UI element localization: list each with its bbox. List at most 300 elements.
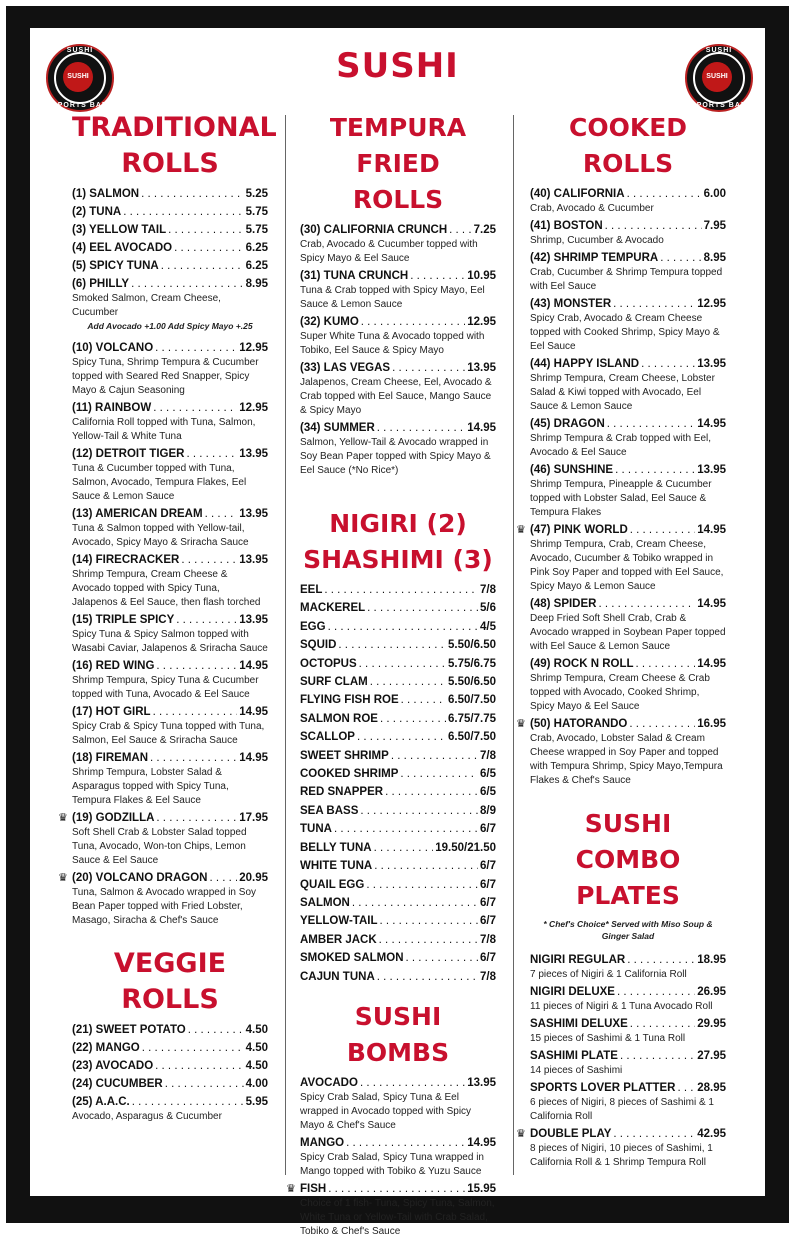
dot-leader (367, 600, 478, 616)
section-title: NIGIRI (2) (329, 509, 467, 538)
menu-item (530, 462, 726, 520)
logo-bottom-text: SPORTS BAR (52, 102, 108, 109)
item-name: (12) DETROIT TIGER (72, 448, 185, 460)
item-price: 13.95 (697, 358, 726, 370)
menu-item (72, 340, 268, 398)
menu-list (516, 186, 726, 788)
menu-item (530, 186, 726, 216)
menu-item (72, 750, 268, 808)
menu-item (300, 619, 496, 635)
item-price: 6.75/7.75 (448, 712, 496, 725)
item-name: (2) TUNA (72, 206, 122, 218)
item-description: Avocado, Asparagus & Cucumber (72, 1111, 222, 1122)
menu-item (300, 674, 496, 690)
menu-item (300, 314, 496, 358)
item-price: 4.50 (245, 1042, 268, 1054)
dot-leader (627, 186, 702, 202)
dot-leader (374, 840, 434, 856)
column-divider (285, 115, 286, 1175)
menu-item (72, 446, 268, 504)
item-price: 18.95 (697, 954, 726, 966)
item-name: AMBER JACK (300, 933, 377, 946)
dot-leader (677, 1080, 695, 1096)
menu-item (300, 877, 496, 893)
item-description: Tuna & Cucumber topped with Tuna, Salmon, Avocado, Tempura Flakes, Eel Sauce & Lemon Sauce (72, 463, 247, 502)
dot-leader (607, 416, 695, 432)
item-description: California Roll topped with Tuna, Salmon, Yellow-Tail & White Tuna (72, 417, 256, 442)
item-price: 14.95 (239, 660, 268, 672)
menu-item (300, 1075, 496, 1133)
menu-item (72, 258, 268, 274)
item-name: WHITE TUNA (300, 860, 373, 873)
dot-leader (615, 462, 695, 478)
dot-leader (346, 1135, 465, 1151)
dot-leader (155, 1058, 243, 1074)
item-price: 6/5 (480, 768, 496, 781)
menu-item (300, 821, 496, 837)
item-price: 14.95 (239, 752, 268, 764)
item-name: RED SNAPPER (300, 786, 384, 799)
item-price: 17.95 (239, 812, 268, 824)
item-price: 13.95 (239, 554, 268, 566)
dot-leader (370, 674, 446, 690)
dot-leader (142, 1040, 244, 1056)
column-middle (286, 110, 496, 1239)
dot-leader (613, 1126, 695, 1142)
item-description: Shrimp Tempura, Pineapple & Cucumber topped with Lobster Salad, Eel Sauce & Tempura Flakes (530, 479, 712, 518)
menu-item (300, 222, 496, 266)
menu-item (300, 803, 496, 819)
item-name: SEA BASS (300, 804, 359, 817)
menu-item (300, 360, 496, 418)
dot-leader (155, 340, 237, 356)
menu-item (300, 913, 496, 929)
item-description: Crab, Avocado & Cucumber (530, 203, 654, 214)
dot-leader (377, 969, 478, 985)
menu-item (72, 240, 268, 256)
item-price: 10.95 (467, 270, 496, 282)
menu-item (300, 420, 496, 478)
item-name: (30) CALIFORNIA CRUNCH (300, 224, 448, 236)
item-price: 6.50/7.50 (448, 731, 496, 744)
menu-item (72, 222, 268, 238)
item-price: 20.95 (239, 872, 268, 884)
item-name: (16) RED WING (72, 660, 155, 672)
menu-item (530, 1016, 726, 1046)
item-price: 8/9 (480, 804, 496, 817)
menu-item (72, 506, 268, 550)
item-name: (13) AMERICAN DREAM (72, 508, 203, 520)
section-title: TRADITIONAL (72, 112, 277, 143)
dot-leader (366, 877, 478, 893)
item-description: Spicy Crab Salad, Spicy Tuna & Eel wrapped in Avocado topped with Spicy Mayo & Chef's Sauce (300, 1091, 472, 1131)
item-description: Soft Shell Crab & Lobster Salad topped Tuna, Avocado, Won-ton Chips, Lemon Sauce & Eel Sauce (72, 827, 247, 866)
item-name: (25) A.A.C. (72, 1096, 130, 1108)
item-name: (49) ROCK N ROLL (530, 658, 634, 670)
menu-item (72, 204, 268, 220)
menu-list (300, 222, 496, 478)
item-price: 6/7 (480, 952, 496, 965)
item-name: SALMON (300, 896, 350, 909)
dot-leader (132, 1094, 244, 1110)
item-description: Deep Fried Soft Shell Crab, Crab & Avocado wrapped in Soybean Paper topped with Eel Sauce & Lemon Sauce (530, 613, 726, 652)
item-price: 12.95 (467, 316, 496, 328)
dot-leader (360, 1075, 465, 1091)
dot-leader (605, 218, 702, 234)
section-title: TEMPURA FRIED (329, 113, 467, 178)
item-description: Salmon, Yellow-Tail & Avocado wrapped in Soy Bean Paper topped with Spicy Mayo & Eel Sauce (*No Rice*) (300, 437, 491, 476)
menu-item (530, 984, 726, 1014)
crown-icon: ♛ (58, 872, 68, 884)
menu-item (72, 704, 268, 748)
dot-leader (379, 932, 478, 948)
item-price: 13.95 (239, 508, 268, 520)
item-description: Shrimp, Cucumber & Avocado (530, 235, 664, 246)
item-name: EEL (300, 584, 323, 596)
menu-item (58, 810, 268, 868)
item-name: FLYING FISH ROE (300, 694, 399, 707)
dot-leader (360, 803, 478, 819)
dot-leader (641, 356, 695, 372)
menu-item (72, 400, 268, 444)
dot-leader (328, 1181, 465, 1197)
dot-leader (131, 276, 244, 292)
menu-item (72, 276, 268, 320)
item-price: 6/7 (480, 915, 496, 928)
menu-item (72, 552, 268, 610)
item-description: Shrimp Tempura, Lobster Salad & Asparagus topped with Spicy Tuna, Tempura Flakes & Eel Sauce (72, 767, 229, 806)
menu-item (516, 716, 726, 788)
item-name: (20) VOLCANO DRAGON (72, 872, 208, 884)
item-name: SURF CLAM (300, 676, 368, 689)
item-price: 5.25 (245, 188, 268, 200)
item-price: 6/7 (480, 878, 496, 891)
crown-icon: ♛ (516, 1128, 526, 1140)
item-description: Spicy Crab, Avocado & Cream Cheese topped with Cooked Shrimp, Spicy Mayo & Eel Sauce (530, 313, 720, 352)
item-description: 7 pieces of Nigiri & 1 California Roll (530, 969, 687, 980)
dot-leader (410, 268, 465, 284)
menu-item (300, 969, 496, 985)
item-description: Crab, Avocado, Lobster Salad & Cream Cheese wrapped in Soy Paper and topped with Tempura Shrimp, Spicy Mayo,Tempura Flakes & Chef's Sauce (530, 733, 723, 786)
item-name: (14) FIRECRACKER (72, 554, 180, 566)
dot-leader (361, 314, 465, 330)
item-price: 6.25 (245, 260, 268, 272)
item-description: Shrimp Tempura, Cream Cheese & Avocado topped with Spicy Tuna, Jalapenos & Eel Sauce, then flash torched (72, 569, 261, 608)
dot-leader (123, 204, 243, 220)
dot-leader (617, 984, 695, 1000)
item-description: Shrimp Tempura, Cream Cheese, Lobster Salad & Kiwi topped with Avocado, Eel Sauce & Lemon Sauce (530, 373, 715, 412)
item-description: 11 pieces of Nigiri & 1 Tuna Avocado Roll (530, 1001, 713, 1012)
menu-item (300, 784, 496, 800)
dot-leader (630, 1016, 695, 1032)
item-name: (47) PINK WORLD (530, 524, 628, 536)
item-price: 14.95 (697, 418, 726, 430)
dot-leader (324, 582, 478, 598)
menu-item (530, 296, 726, 354)
menu-item (530, 596, 726, 654)
item-name: COOKED SHRIMP (300, 768, 399, 781)
item-name: (18) FIREMAN (72, 752, 149, 764)
item-description: 8 pieces of Nigiri, 10 pieces of Sashimi, 1 California Roll & 1 Shrimp Tempura Roll (530, 1143, 713, 1168)
dot-leader (141, 186, 244, 202)
item-name: YELLOW-TAIL (300, 915, 378, 928)
dot-leader (380, 711, 446, 727)
item-price: 4.50 (245, 1060, 268, 1072)
item-description: Tuna & Crab topped with Spicy Mayo, Eel Sauce & Lemon Sauce (300, 285, 485, 310)
item-name: (40) CALIFORNIA (530, 188, 625, 200)
item-description: Tuna, Salmon & Avocado wrapped in Soy Bean Paper topped with Fried Lobster, Masago, Siracha & Chef's Sauce (72, 887, 257, 926)
item-price: 14.95 (467, 1136, 496, 1149)
item-name: TUNA (300, 823, 332, 836)
section-title: VEGGIE ROLLS (113, 948, 227, 1015)
section-title: SHASHIMI (3) (303, 545, 493, 574)
item-name: (32) KUMO (300, 316, 359, 328)
menu-item (72, 1058, 268, 1074)
item-price: 29.95 (697, 1018, 726, 1030)
dot-leader (153, 400, 237, 416)
item-price: 7/8 (480, 749, 496, 762)
dot-leader (392, 360, 465, 376)
item-description: Choice of 1 fish- Tuna, Spicy Tuna, Salmon, White Tuna or Yellow-Tail with Crab Salad, Tobiko & Chef's Sauce (300, 1197, 495, 1237)
item-price: 19.50/21.50 (435, 841, 496, 854)
dot-leader (385, 784, 478, 800)
item-price: 5.50/6.50 (448, 676, 496, 689)
dot-leader (205, 506, 238, 522)
dot-leader (660, 250, 701, 266)
item-name: SASHIMI DELUXE (530, 1018, 628, 1030)
item-name: (33) LAS VEGAS (300, 362, 391, 374)
item-name: NIGIRI REGULAR (530, 954, 626, 966)
item-price: 8.95 (245, 278, 268, 290)
item-name: (1) SALMON (72, 188, 140, 200)
menu-item (530, 952, 726, 982)
column-left (58, 110, 277, 1124)
item-name: (50) HATORANDO (530, 718, 628, 730)
menu-item (300, 637, 496, 653)
item-name: SQUID (300, 639, 337, 652)
item-name: MACKEREL (300, 602, 366, 615)
logo-bottom-text: SPORTS BAR (691, 102, 747, 109)
item-name: (23) AVOCADO (72, 1060, 154, 1072)
item-price: 13.95 (467, 1076, 496, 1089)
item-name: (4) EEL AVOCADO (72, 242, 173, 254)
logo-top-text: SUSHI (705, 47, 733, 54)
dot-leader (168, 222, 243, 238)
item-description: Shrimp Tempura & Crab topped with Eel, Avocado & Eel Sauce (530, 433, 712, 458)
item-name: EGG (300, 620, 326, 633)
menu-item (72, 1022, 268, 1038)
dot-leader (153, 704, 238, 720)
dot-leader (357, 729, 446, 745)
menu-item (300, 600, 496, 616)
item-name: SMOKED SALMON (300, 952, 404, 965)
item-price: 6/7 (480, 860, 496, 873)
item-price: 7.95 (703, 220, 726, 232)
menu-item (516, 522, 726, 594)
item-price: 42.95 (697, 1128, 726, 1140)
menu-item (300, 1135, 496, 1179)
menu-item (530, 218, 726, 248)
logo-center: SUSHI (63, 62, 93, 92)
dot-leader (401, 692, 446, 708)
dot-leader (598, 596, 695, 612)
crown-icon: ♛ (516, 718, 526, 730)
item-price: 13.95 (239, 614, 268, 626)
dot-leader (630, 522, 695, 538)
item-price: 14.95 (697, 598, 726, 610)
dot-leader (380, 913, 479, 929)
dot-leader (209, 870, 237, 886)
item-price: 7/8 (480, 933, 496, 946)
item-name: SWEET SHRIMP (300, 749, 389, 762)
dot-leader (174, 240, 244, 256)
item-name: (6) PHILLY (72, 278, 130, 290)
item-description: Tuna & Salmon topped with Yellow-tail, Avocado, Spicy Mayo & Sriracha Sauce (72, 523, 249, 548)
item-price: 13.95 (467, 362, 496, 374)
dot-leader (613, 296, 695, 312)
menu-item (300, 858, 496, 874)
item-name: (41) BOSTON (530, 220, 603, 232)
item-price: 15.95 (467, 1182, 496, 1195)
item-name: (44) HAPPY ISLAND (530, 358, 640, 370)
dot-leader (391, 748, 478, 764)
item-name: (10) VOLCANO (72, 342, 154, 354)
item-name: AVOCADO (300, 1076, 358, 1089)
item-description: Shrimp Tempura, Cream Cheese & Crab topped with Avocado, Cooked Shrimp, Spicy Mayo & Eel Sauce (530, 673, 710, 712)
menu-item (300, 268, 496, 312)
item-price: 6/7 (480, 896, 496, 909)
item-price: 7/8 (480, 970, 496, 983)
menu-item (72, 186, 268, 202)
item-price: 14.95 (239, 706, 268, 718)
item-name: (19) GODZILLA (72, 812, 155, 824)
menu-item (300, 692, 496, 708)
column-divider (513, 115, 514, 1175)
dot-leader (359, 656, 446, 672)
item-name: (11) RAINBOW (72, 402, 152, 414)
item-description: 15 pieces of Sashimi & 1 Tuna Roll (530, 1033, 686, 1044)
dot-leader (377, 420, 465, 436)
dot-leader (328, 619, 478, 635)
dot-leader (161, 258, 244, 274)
dot-leader (449, 222, 471, 238)
item-name: (48) SPIDER (530, 598, 597, 610)
item-price: 5.75/6.75 (448, 657, 496, 670)
item-name: (34) SUMMER (300, 422, 375, 434)
item-name: (22) MANGO (72, 1042, 140, 1054)
item-name: BELLY TUNA (300, 841, 372, 854)
dot-leader (150, 750, 237, 766)
item-price: 14.95 (697, 658, 726, 670)
item-name: (43) MONSTER (530, 298, 612, 310)
dot-leader (181, 552, 237, 568)
menu-item (72, 1076, 268, 1092)
item-name: (46) SUNSHINE (530, 464, 614, 476)
item-name: SPORTS LOVER PLATTER (530, 1082, 676, 1094)
item-price: 7/8 (480, 584, 496, 596)
crown-icon: ♛ (516, 524, 526, 536)
item-price: 6.25 (245, 242, 268, 254)
item-name: OCTOPUS (300, 657, 357, 670)
item-price: 5.50/6.50 (448, 639, 496, 652)
item-price: 4.50 (245, 1024, 268, 1036)
item-description: Spicy Crab Salad, Spicy Tuna wrapped in Mango topped with Tobiko & Yuzu Sauce (300, 1151, 484, 1177)
dot-leader (156, 810, 237, 826)
item-price: 13.95 (697, 464, 726, 476)
dot-leader (636, 656, 696, 672)
menu-item (72, 1040, 268, 1056)
menu-list (72, 186, 268, 320)
dot-leader (186, 446, 237, 462)
dot-leader (406, 950, 479, 966)
addon-note: Add Avocado +1.00 Add Spicy Mayo +.25 (87, 321, 253, 331)
menu-item (530, 1080, 726, 1124)
menu-item (300, 932, 496, 948)
item-price: 26.95 (697, 986, 726, 998)
column-right (516, 110, 726, 1170)
item-price: 6.50/7.50 (448, 694, 496, 707)
item-price: 14.95 (467, 422, 496, 434)
section-title: ROLLS (352, 185, 444, 214)
item-name: DOUBLE PLAY (530, 1128, 612, 1140)
item-description: Spicy Tuna, Shrimp Tempura & Cucumber topped with Seared Red Snapper, Spicy Mayo & Cajun Seasoning (72, 357, 259, 396)
item-price: 8.95 (703, 252, 726, 264)
item-description: 14 pieces of Sashimi (530, 1065, 623, 1076)
menu-item (530, 656, 726, 714)
item-name: FISH (300, 1182, 327, 1195)
menu-item (300, 748, 496, 764)
item-price: 28.95 (697, 1082, 726, 1094)
item-price: 6/5 (480, 786, 496, 799)
item-price: 16.95 (697, 718, 726, 730)
menu-item (300, 766, 496, 782)
item-name: (21) SWEET POTATO (72, 1024, 186, 1036)
item-price: 12.95 (697, 298, 726, 310)
menu-item (72, 658, 268, 702)
menu-item (58, 870, 268, 928)
menu-item (530, 1048, 726, 1078)
item-price: 12.95 (239, 402, 268, 414)
menu-item (300, 729, 496, 745)
menu-item (530, 416, 726, 460)
section-title: ROLLS (121, 148, 219, 179)
section-title: SUSHI COMBO (575, 809, 681, 874)
item-price: 6/7 (480, 823, 496, 836)
crown-icon: ♛ (58, 812, 68, 824)
item-price: 14.95 (697, 524, 726, 536)
menu-item (300, 656, 496, 672)
logo-center: SUSHI (702, 62, 732, 92)
item-name: QUAIL EGG (300, 878, 365, 891)
item-price: 4.00 (245, 1078, 268, 1090)
dot-leader (620, 1048, 695, 1064)
item-name: (3) YELLOW TAIL (72, 224, 167, 236)
page-title: SUSHI (336, 46, 459, 86)
item-name: (24) CUCUMBER (72, 1078, 163, 1090)
dot-leader (338, 637, 446, 653)
item-name: (42) SHRIMP TEMPURA (530, 252, 659, 264)
dot-leader (176, 612, 237, 628)
item-name: (5) SPICY TUNA (72, 260, 159, 272)
item-name: (15) TRIPLE SPICY (72, 614, 175, 626)
dot-leader (374, 858, 478, 874)
dot-leader (334, 821, 478, 837)
item-price: 5.75 (245, 224, 268, 236)
dot-leader (352, 895, 478, 911)
menu-item (300, 895, 496, 911)
menu-item (286, 1181, 496, 1239)
item-description: 6 pieces of Nigiri, 8 pieces of Sashimi & 1 California Roll (530, 1097, 714, 1122)
